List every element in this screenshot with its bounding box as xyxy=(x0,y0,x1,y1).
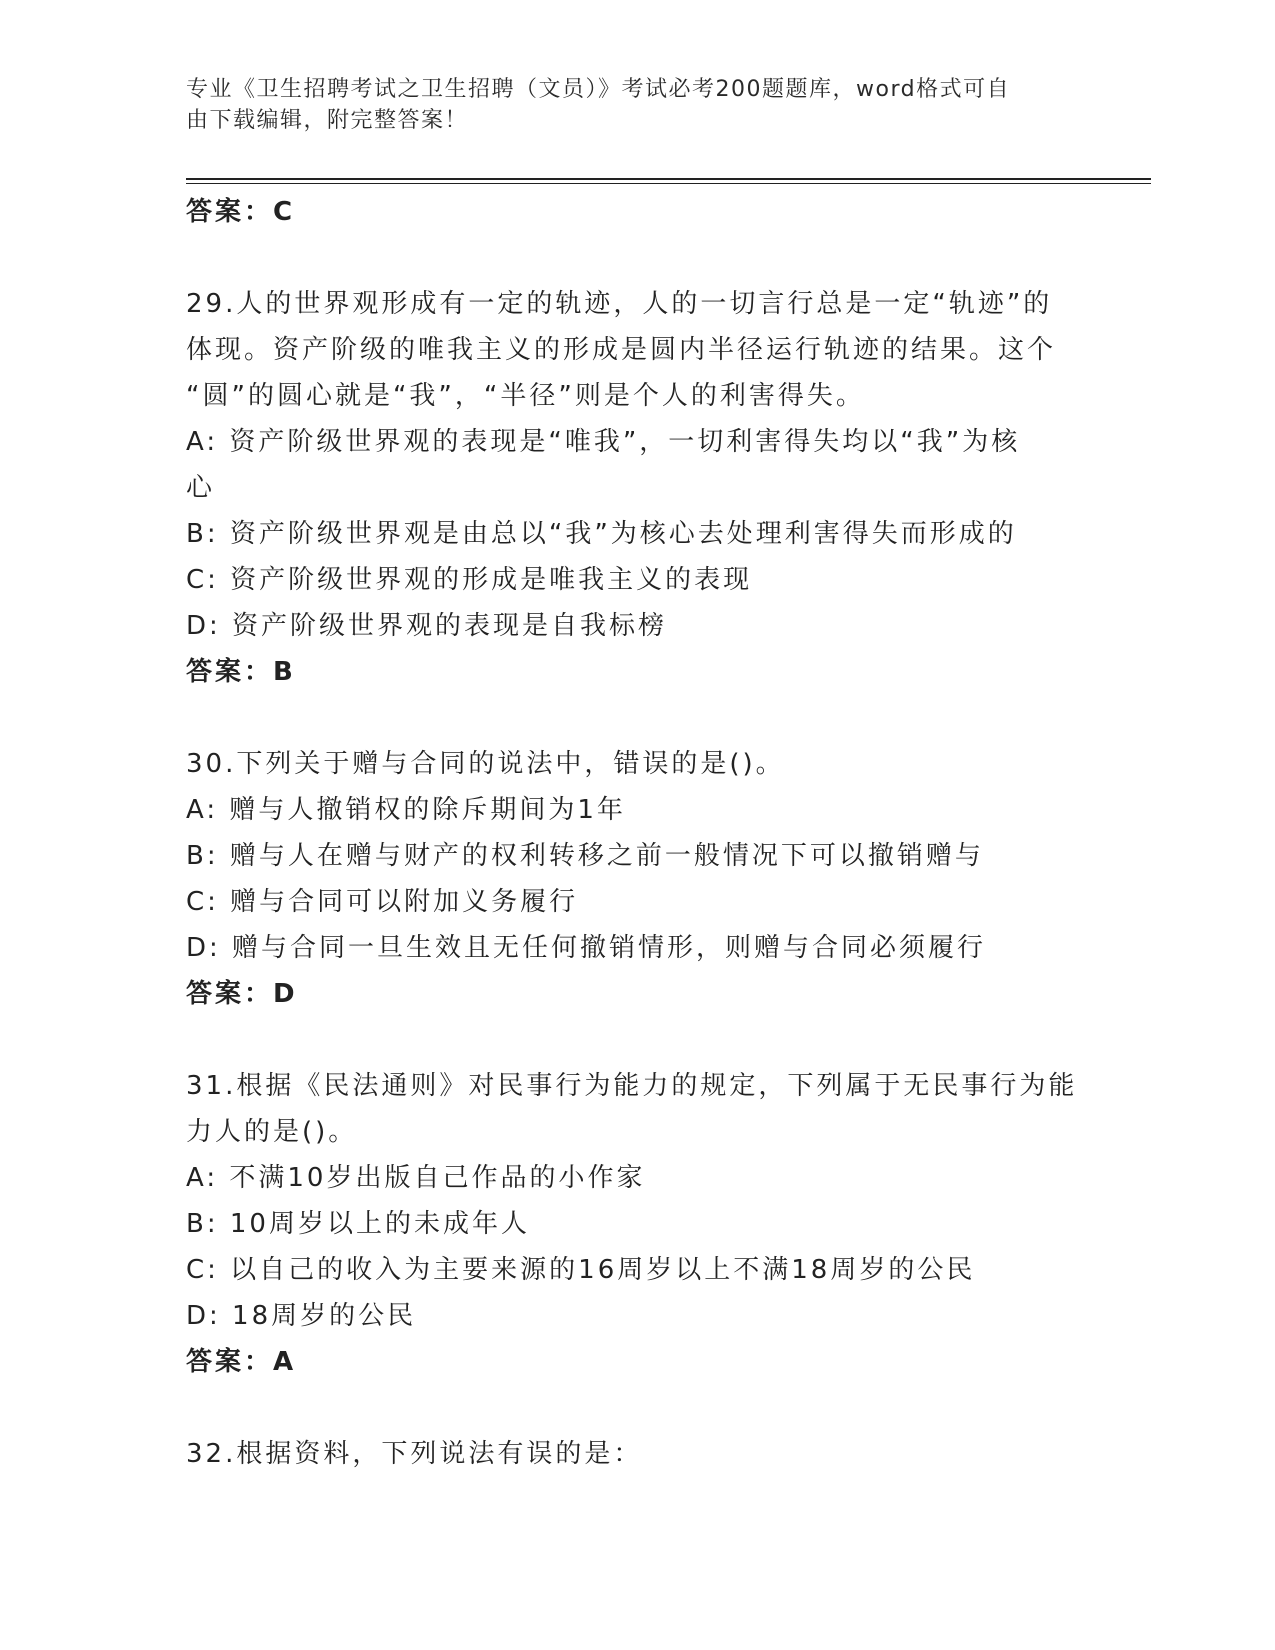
spacer xyxy=(186,1385,1086,1431)
header-divider-thin xyxy=(186,183,1151,184)
answer: 答案：B xyxy=(186,657,296,687)
option-a: A: 不满10岁出版自己作品的小作家 xyxy=(186,1163,646,1193)
header-divider-thick xyxy=(186,178,1151,180)
option-a: A: 资产阶级世界观的表现是“唯我”，一切利害得失均以“我”为核 xyxy=(186,427,1021,457)
question-stem: 29.人的世界观形成有一定的轨迹，人的一切言行总是一定“轨迹”的 xyxy=(186,289,1053,319)
page-header xyxy=(186,74,1076,136)
spacer xyxy=(186,235,1086,281)
question-stem: 力人的是()。 xyxy=(186,1117,358,1147)
header-line-1: 专业《卫生招聘考试之卫生招聘（文员）》考试必考200题题库，word格式可自 xyxy=(186,77,1011,102)
question-29 xyxy=(186,281,1086,695)
answer: 答案：D xyxy=(186,979,298,1009)
option-a: A: 赠与人撤销权的除斥期间为1年 xyxy=(186,795,626,825)
option-d: D: 赠与合同一旦生效且无任何撤销情形，则赠与合同必须履行 xyxy=(186,933,987,963)
question-stem: 体现。资产阶级的唯我主义的形成是圆内半径运行轨迹的结果。这个 xyxy=(186,335,1057,365)
header-line-2: 由下载编辑，附完整答案！ xyxy=(186,108,469,133)
question-stem: “圆”的圆心就是“我”，“半径”则是个人的利害得失。 xyxy=(186,381,865,411)
option-a-continued: 心 xyxy=(186,473,216,503)
option-b: B: 10周岁以上的未成年人 xyxy=(186,1209,530,1239)
question-32 xyxy=(186,1431,1086,1477)
document-body xyxy=(186,189,1086,1477)
question-stem: 32.根据资料，下列说法有误的是： xyxy=(186,1439,643,1469)
answer: 答案：A xyxy=(186,1347,297,1377)
question-30 xyxy=(186,741,1086,1017)
question-stem: 30.下列关于赠与合同的说法中，错误的是()。 xyxy=(186,749,785,779)
option-c: C: 以自己的收入为主要来源的16周岁以上不满18周岁的公民 xyxy=(186,1255,976,1285)
option-b: B: 赠与人在赠与财产的权利转移之前一般情况下可以撤销赠与 xyxy=(186,841,984,871)
question-31 xyxy=(186,1063,1086,1385)
question-stem: 31.根据《民法通则》对民事行为能力的规定，下列属于无民事行为能 xyxy=(186,1071,1078,1101)
spacer xyxy=(186,1017,1086,1063)
option-c: C: 赠与合同可以附加义务履行 xyxy=(186,887,579,917)
option-d: D: 资产阶级世界观的表现是自我标榜 xyxy=(186,611,668,641)
answer-previous: 答案：C xyxy=(186,197,296,227)
option-d: D: 18周岁的公民 xyxy=(186,1301,417,1331)
option-c: C: 资产阶级世界观的形成是唯我主义的表现 xyxy=(186,565,753,595)
spacer xyxy=(186,695,1086,741)
option-b: B: 资产阶级世界观是由总以“我”为核心去处理利害得失而形成的 xyxy=(186,519,1017,549)
